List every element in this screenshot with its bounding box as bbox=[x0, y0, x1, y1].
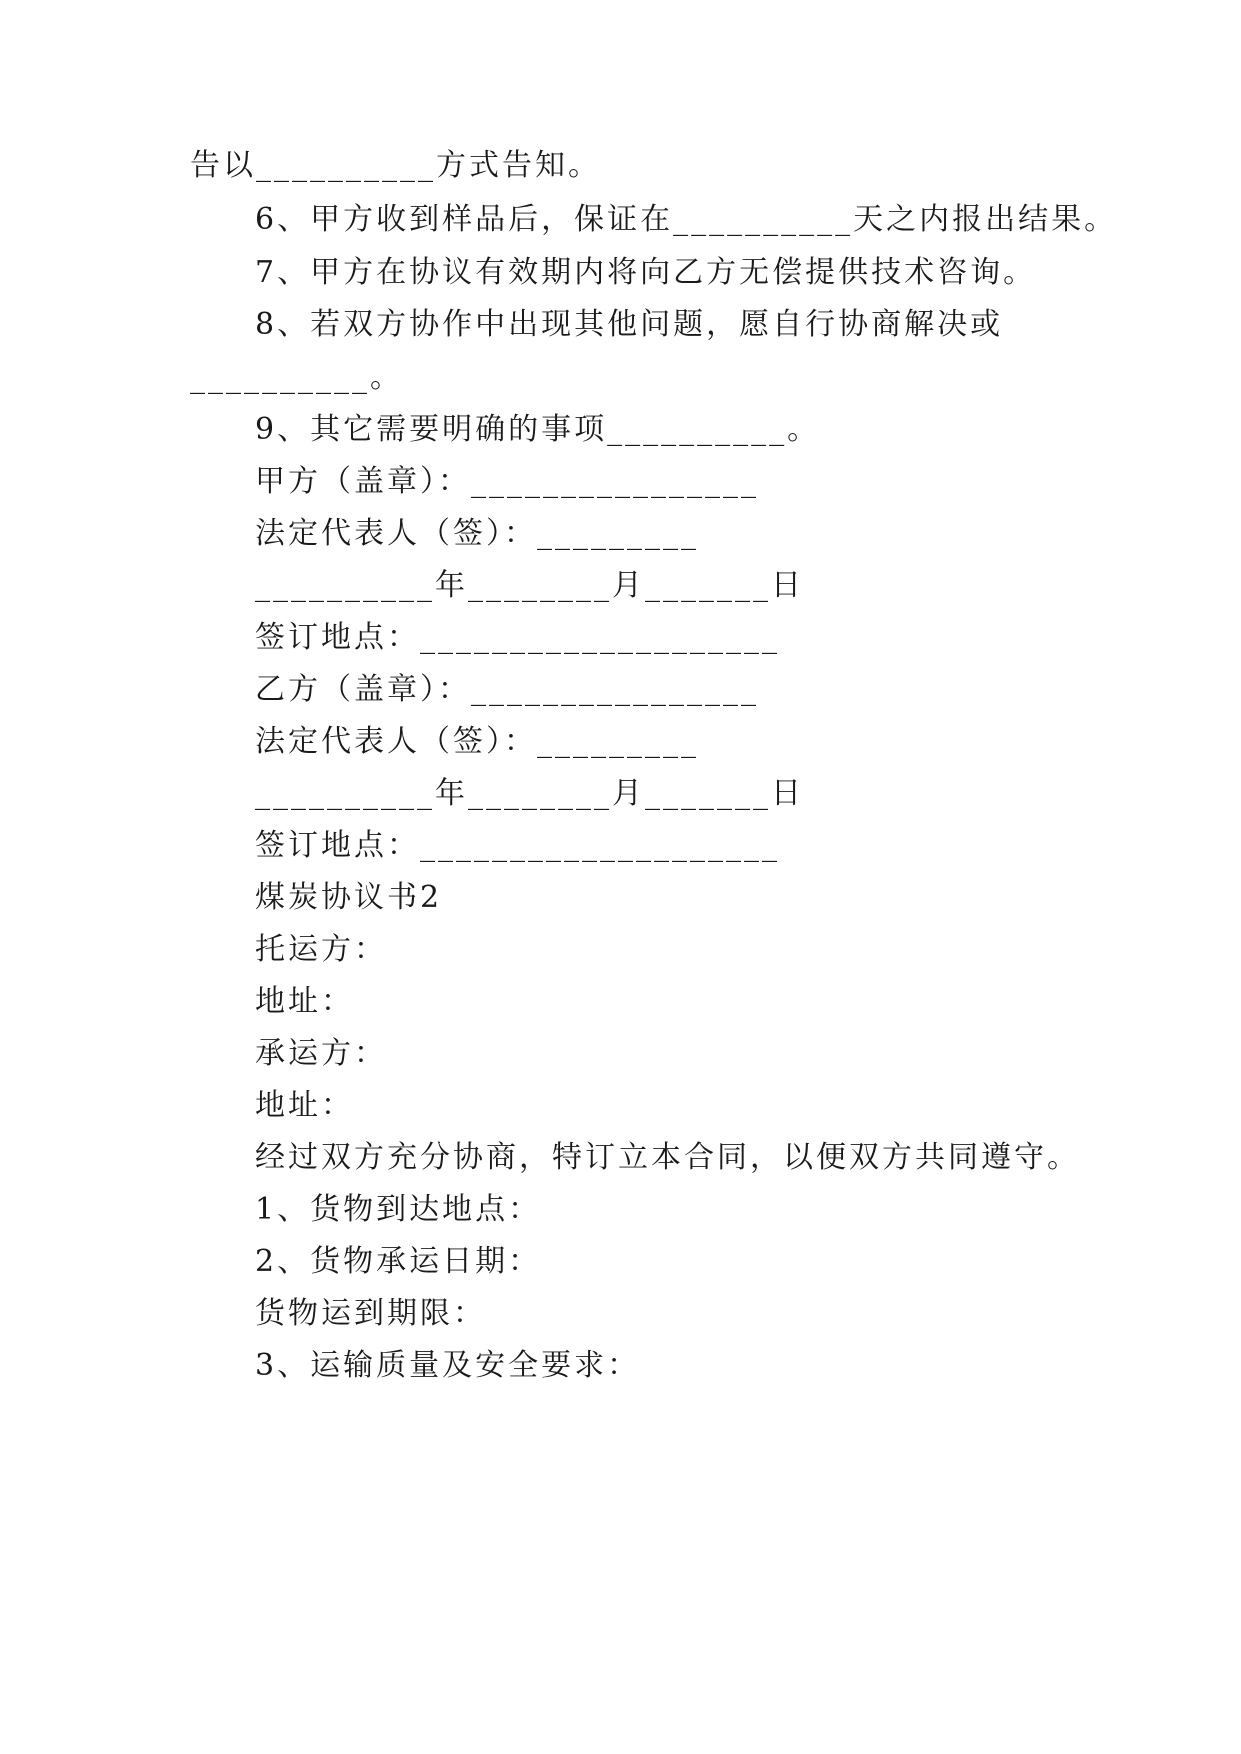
text-line-party-a-date: __________年________月_______日 bbox=[255, 568, 804, 603]
text-line-shipper: 托运方： bbox=[255, 932, 387, 967]
text-line-clause-9: 9、其它需要明确的事项__________。 bbox=[255, 412, 821, 447]
text-line-party-a-seal: 甲方（盖章）：________________ bbox=[255, 464, 759, 499]
text-line-item-1: 1、货物到达地点： bbox=[255, 1192, 542, 1227]
text-line-clause-6: 6、甲方收到样品后，保证在__________天之内报出结果。 bbox=[255, 202, 1118, 237]
text-line-party-b-seal: 乙方（盖章）：________________ bbox=[255, 672, 759, 707]
text-line-item-2: 2、货物承运日期： bbox=[255, 1244, 542, 1279]
text-line-party-b-date: __________年________月_______日 bbox=[255, 776, 804, 811]
text-line-carrier: 承运方： bbox=[255, 1036, 387, 1071]
text-line-shipper-address: 地址： bbox=[255, 984, 354, 1019]
text-line-clause-7: 7、甲方在协议有效期内将向乙方无偿提供技术咨询。 bbox=[255, 255, 1037, 290]
text-line-carrier-address: 地址： bbox=[255, 1088, 354, 1123]
text-line-notify-method: 告以__________方式告知。 bbox=[190, 148, 601, 183]
text-line-party-a-place: 签订地点：____________________ bbox=[255, 620, 780, 655]
text-line-clause-8: 8、若双方协作中出现其他问题，愿自行协商解决或 bbox=[255, 307, 1004, 342]
text-line-party-b-place: 签订地点：____________________ bbox=[255, 828, 780, 863]
text-line-preamble: 经过双方充分协商，特订立本合同，以便双方共同遵守。 bbox=[255, 1140, 1080, 1175]
text-line-item-3: 3、运输质量及安全要求： bbox=[255, 1348, 641, 1383]
text-line-clause-8-cont: __________。 bbox=[190, 360, 403, 395]
text-line-party-b-rep: 法定代表人（签）：_________ bbox=[255, 724, 699, 759]
text-line-item-2b: 货物运到期限： bbox=[255, 1296, 486, 1331]
text-line-party-a-rep: 法定代表人（签）：_________ bbox=[255, 516, 699, 551]
section-title: 煤炭协议书2 bbox=[255, 880, 443, 915]
